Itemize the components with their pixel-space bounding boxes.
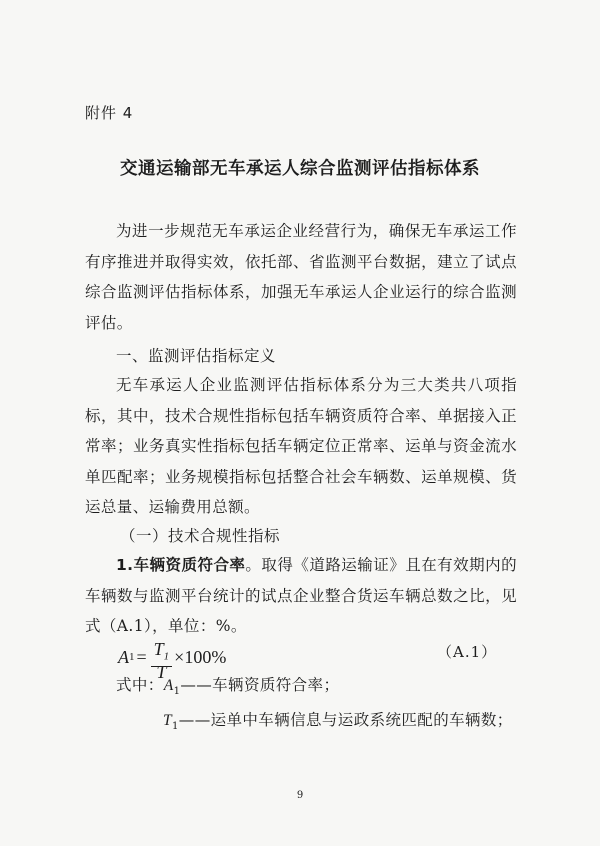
intro-paragraph: 为进一步规范无车承运企业经营行为，确保无车承运工作有序推进并取得实效，依托部、省监测平台数据，建立了试点综合监测评估指标体系，加强无车承运人企业运行的综合监测评估。 (85, 222, 517, 332)
item1-punct: 。 (245, 556, 262, 574)
formula-numerator: $T_1$ (151, 640, 173, 667)
where-a-var: A (163, 677, 174, 694)
where-line-t: $T_1——$运单中车辆信息与运政系统匹配的车辆数； (163, 711, 513, 733)
formula-denominator: T (156, 661, 167, 682)
formula-a1 (118, 639, 227, 682)
section1-body: 无车承运人企业监测评估指标体系分为三大类共八项指标，其中，技术合规性指标包括车辆资质符合率、单据接入正常率；业务真实性指标包括车辆定位正常率、运单与资金流水单匹配率；业务规模指标包括整合社会车辆数、运单规模、货运总量、运输费用总额。 (85, 376, 517, 516)
section1-heading: 一、监测评估指标定义 (116, 347, 277, 365)
formula-fraction (151, 639, 173, 682)
formula-lhs-sub: 1 (129, 651, 135, 664)
item1-text: 取得《道路运输证》且在有效期内的车辆数与监测平台统计的试点企业整合货运车辆总数之比，见式（A.1），单位：%。 (85, 556, 517, 635)
attachment-label: 附件 4 (85, 104, 134, 122)
where-t-desc: ——运单中车辆信息与运政系统匹配的车辆数； (178, 711, 513, 729)
where-t-var: T (163, 712, 173, 729)
formula-lhs: A (118, 646, 129, 667)
page-number: 9 (296, 790, 304, 801)
formula-tail: ×100% (174, 646, 227, 667)
where-line-a: 式中：$A_1——$车辆资质符合率； (116, 676, 340, 698)
where-prefix: 式中： (116, 676, 164, 694)
item1-paragraph (85, 550, 517, 642)
document-title: 交通运输部无车承运人综合监测评估指标体系 (120, 159, 480, 179)
where-a-desc: ——车辆资质符合率； (180, 676, 340, 694)
subsection1-heading: （一）技术合规性指标 (120, 527, 281, 545)
formula-eq: = (136, 646, 147, 667)
item1-label: 1.车辆资质符合率 (116, 556, 246, 574)
formula-number: （A.1） (437, 643, 498, 661)
